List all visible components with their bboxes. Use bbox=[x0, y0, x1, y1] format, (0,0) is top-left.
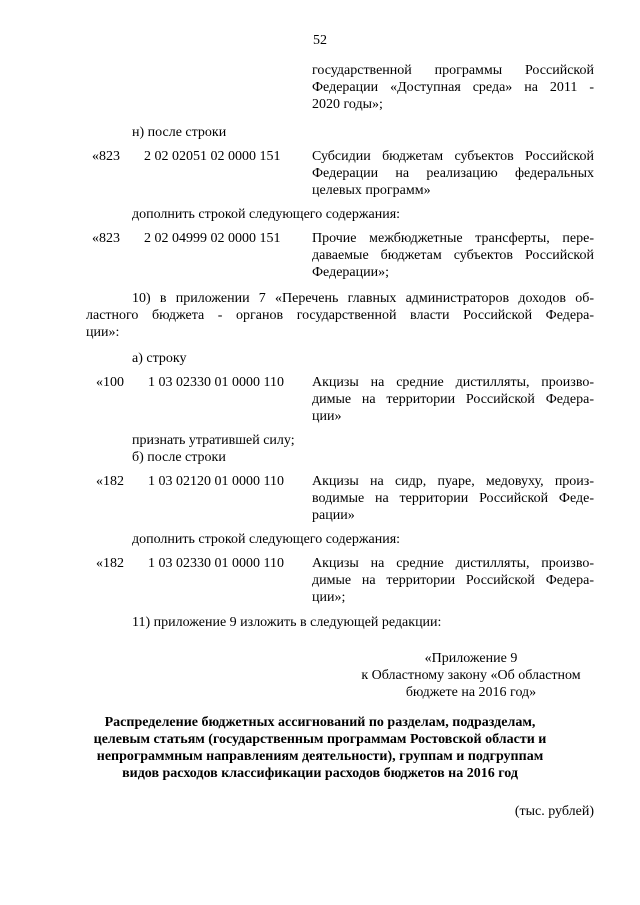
instruction-text: дополнить строкой следующего содержания: bbox=[132, 207, 401, 222]
paragraph-11: 11) приложение 9 изложить в следующей редакции: bbox=[132, 615, 442, 630]
title-line: целевым статьям (государственным программам Ростовской области и bbox=[93, 732, 547, 747]
row-description bbox=[312, 148, 594, 199]
top-continuation-text bbox=[312, 62, 594, 113]
units-label: (тыс. рублей) bbox=[514, 804, 594, 819]
budget-code: 2 02 02051 02 0000 151 bbox=[144, 149, 281, 164]
instruction-text: дополнить строкой следующего содержания: bbox=[132, 532, 401, 547]
page-number: 52 bbox=[313, 33, 327, 48]
row-description bbox=[312, 473, 594, 524]
appendix-header bbox=[348, 650, 594, 701]
text-line: ции» bbox=[312, 409, 342, 424]
row-prefix: «100 bbox=[96, 375, 124, 390]
text-line: 2020 годы»; bbox=[312, 97, 383, 112]
text-line: «Приложение 9 bbox=[424, 651, 518, 666]
text-line: Акцизы на средние дистилляты, произво- bbox=[312, 375, 594, 390]
title-line: непрограммным направлениям деятельности), группам и подгруппам bbox=[96, 749, 544, 764]
row-prefix: «182 bbox=[96, 556, 124, 571]
text-line: государственной программы Российской bbox=[312, 63, 594, 78]
text-line: Федерации на реализацию федеральных bbox=[312, 166, 594, 181]
budget-code: 1 03 02330 01 0000 110 bbox=[148, 556, 284, 571]
text-line: Субсидии бюджетам субъектов Российской bbox=[312, 149, 594, 164]
text-line: Федерации «Доступная среда» на 2011 - bbox=[312, 80, 594, 95]
budget-code: 1 03 02330 01 0000 110 bbox=[148, 375, 284, 390]
instruction-text: а) строку bbox=[132, 351, 187, 366]
text-line: ции»; bbox=[312, 590, 346, 605]
text-line: Акцизы на сидр, пуаре, медовуху, произ- bbox=[312, 474, 594, 489]
row-description bbox=[312, 374, 594, 425]
text-line: к Областному закону «Об областном bbox=[361, 668, 581, 683]
text-line: водимые на территории Российской Феде- bbox=[312, 491, 594, 506]
title-line: Распределение бюджетных ассигнований по разделам, подразделам, bbox=[104, 715, 536, 730]
text-line: ции»: bbox=[86, 325, 120, 340]
row-prefix: «823 bbox=[92, 231, 120, 246]
instruction-text: н) после строки bbox=[132, 125, 227, 140]
text-line: даваемые бюджетам субъектов Российской bbox=[312, 248, 594, 263]
text-line: Прочие межбюджетные трансферты, пере- bbox=[312, 231, 594, 246]
row-description bbox=[312, 230, 594, 281]
instruction-text: б) после строки bbox=[132, 450, 226, 465]
row-prefix: «182 bbox=[96, 474, 124, 489]
row-prefix: «823 bbox=[92, 149, 120, 164]
text-line: Акцизы на средние дистилляты, произво- bbox=[312, 556, 594, 571]
title-line: видов расходов классификации расходов бюджетов на 2016 год bbox=[122, 766, 518, 781]
paragraph-10 bbox=[86, 290, 594, 341]
text-line: ластного бюджета - органов государственной власти Российской Федера- bbox=[86, 308, 594, 323]
text-line: димые на территории Российской Федера- bbox=[312, 392, 594, 407]
text-line: рации» bbox=[312, 508, 355, 523]
budget-code: 1 03 02120 01 0000 110 bbox=[148, 474, 284, 489]
row-description bbox=[312, 555, 594, 606]
text-line: целевых программ» bbox=[312, 183, 431, 198]
budget-code: 2 02 04999 02 0000 151 bbox=[144, 231, 281, 246]
document-title bbox=[86, 714, 554, 782]
instruction-text: признать утратившей силу; bbox=[132, 433, 295, 448]
text-line: Федерации»; bbox=[312, 265, 390, 280]
text-line: димые на территории Российской Федера- bbox=[312, 573, 594, 588]
text-line: 10) в приложении 7 «Перечень главных администраторов доходов об- bbox=[132, 291, 594, 306]
text-line: бюджете на 2016 год» bbox=[405, 685, 537, 700]
